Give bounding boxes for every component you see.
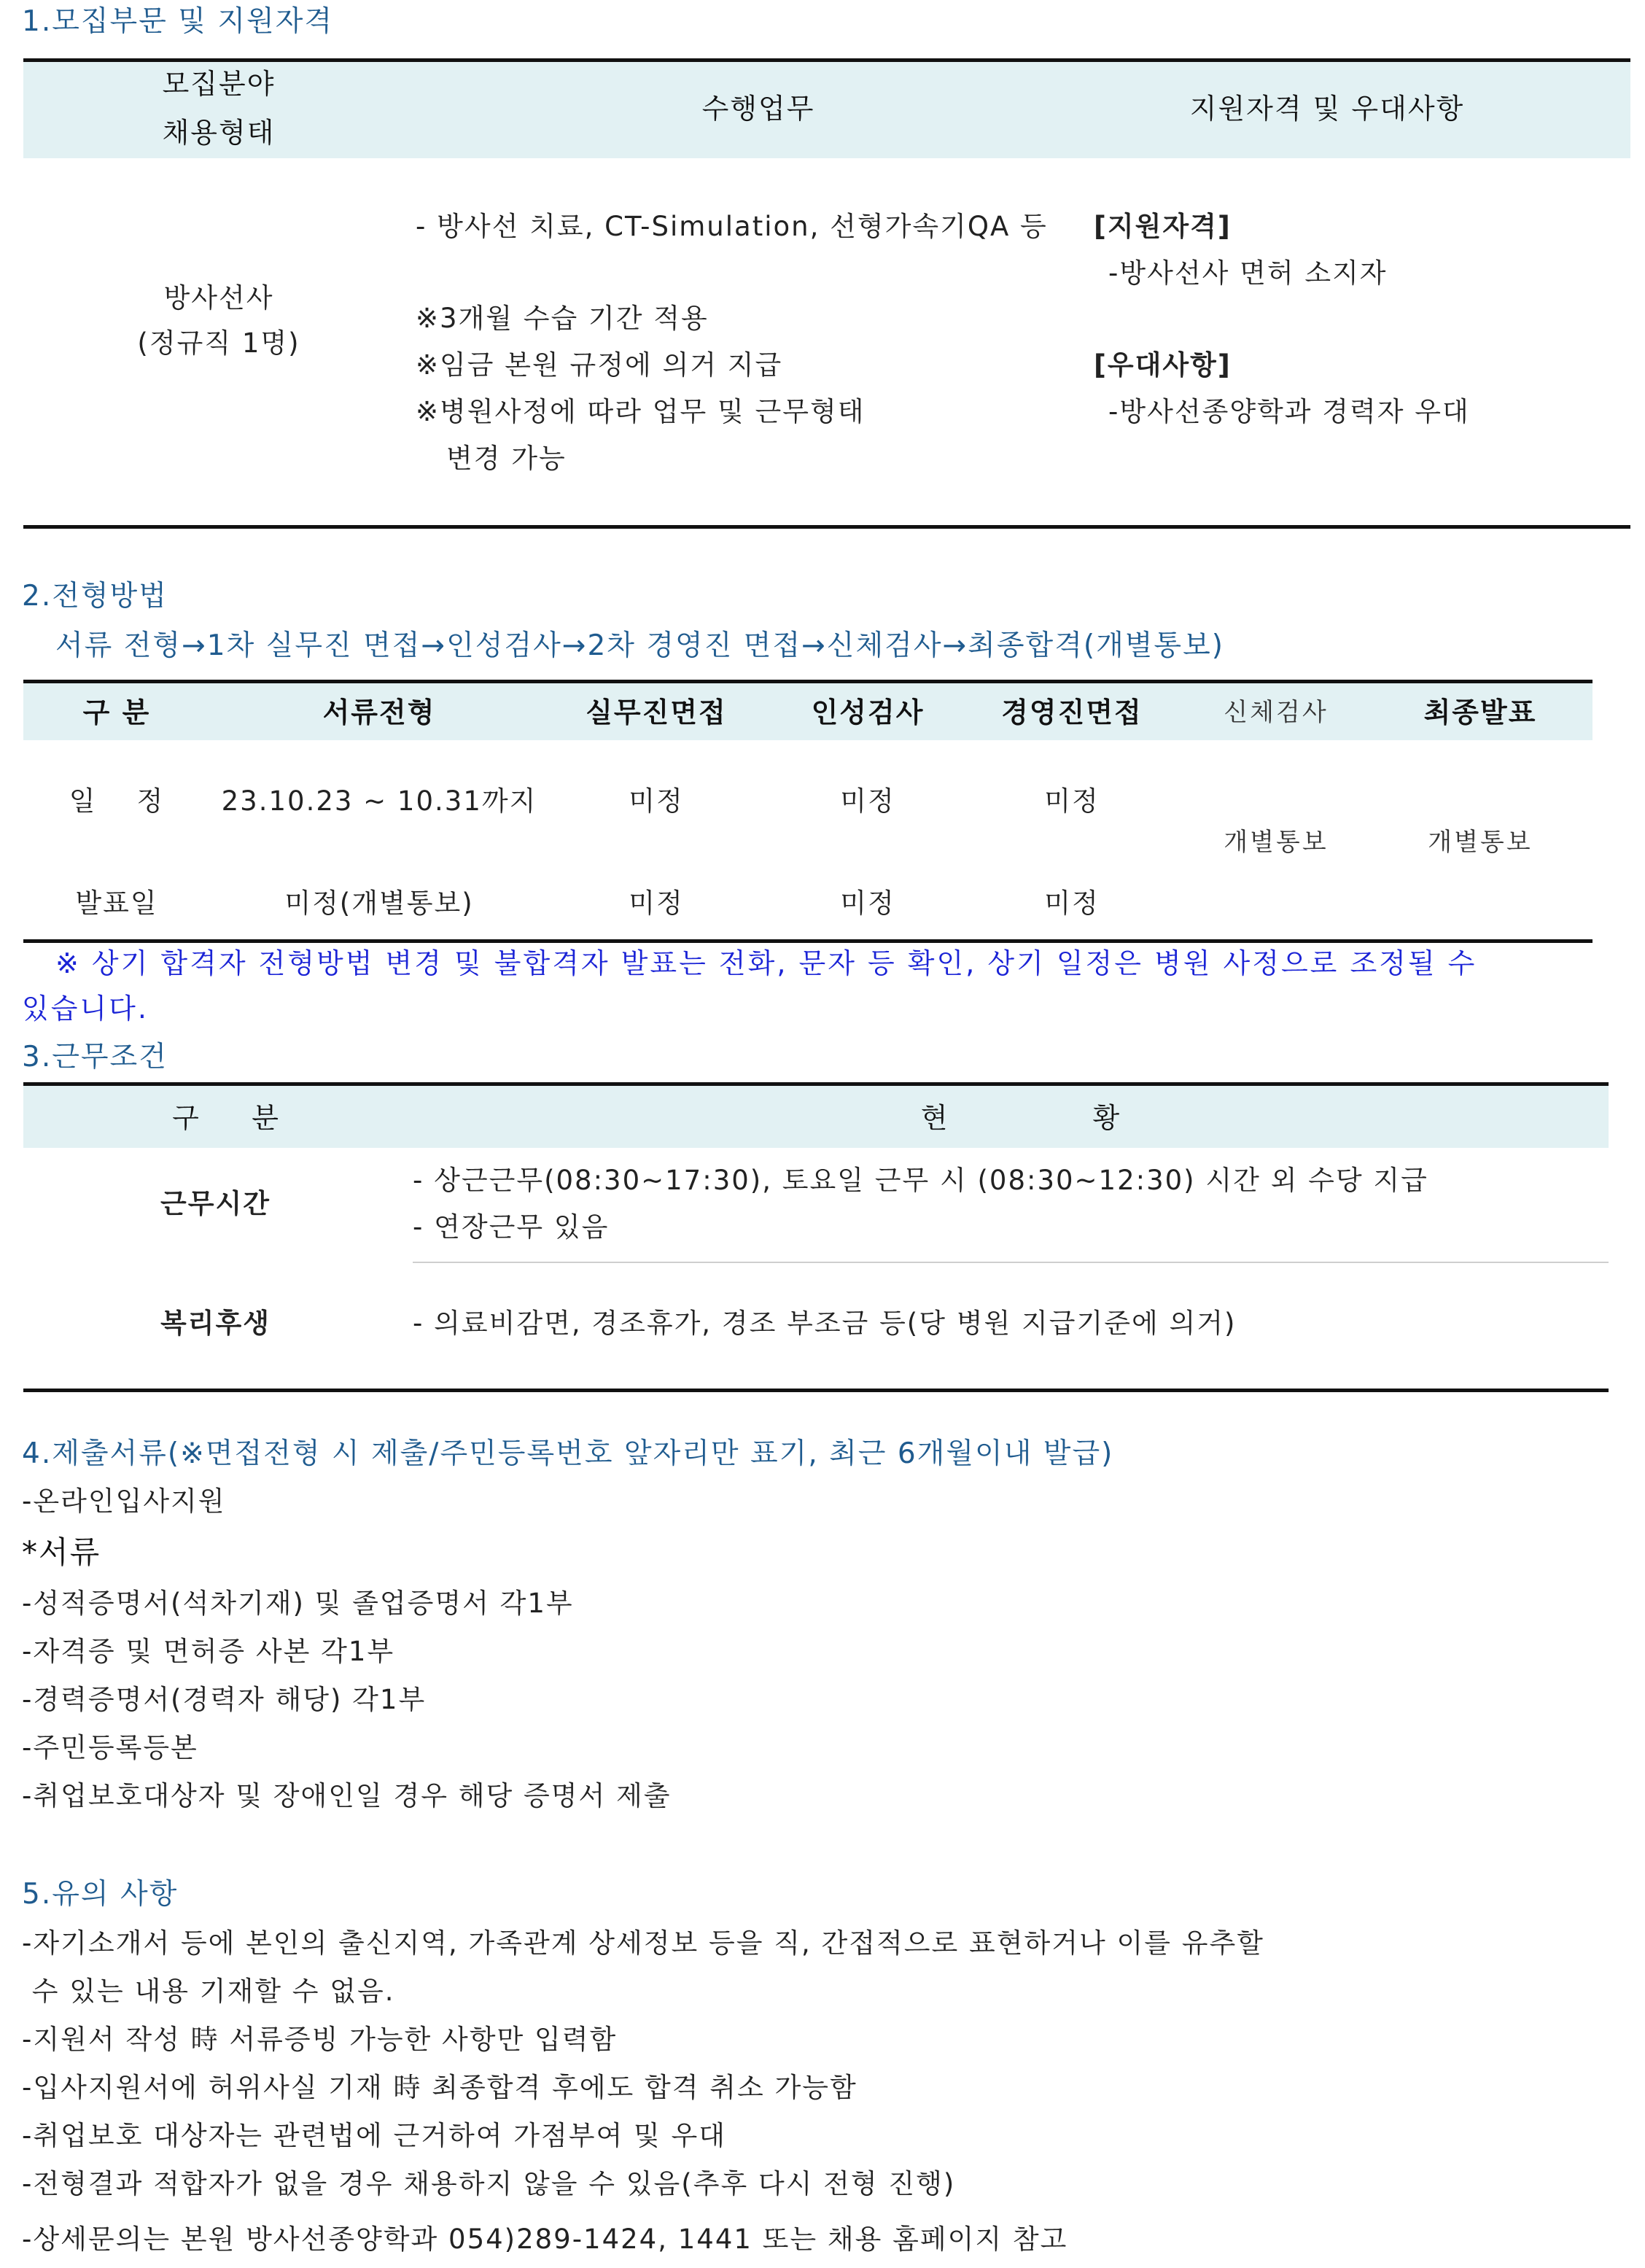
physical-individual-notice: 개별통보 bbox=[1224, 828, 1329, 857]
section5-title: 5.유의 사항 bbox=[22, 1878, 179, 1911]
note-probation: ※3개월 수습 기간 적용 bbox=[416, 303, 709, 334]
selection-note-line2: 있습니다. bbox=[22, 993, 149, 1025]
table1-header-field: 모집분야 bbox=[162, 68, 276, 100]
announce-label: 발표일 bbox=[75, 888, 158, 919]
table2-bottom-rule bbox=[23, 939, 1592, 943]
announce-staff-interview: 미정 bbox=[629, 888, 684, 919]
table2-header-personality: 인성검사 bbox=[811, 696, 925, 729]
preference-title: [우대사항] bbox=[1094, 349, 1232, 381]
announce-personality: 미정 bbox=[840, 888, 895, 919]
caution-item-cont: 수 있는 내용 기재할 수 없음. bbox=[22, 1976, 395, 2007]
document-item: -성적증명서(석차기재) 및 졸업증명서 각1부 bbox=[22, 1588, 574, 1619]
work-hours-line1: - 상근근무(08:30~17:30), 토요일 근무 시 (08:30~12:30) 시간 외 수당 지급 bbox=[413, 1165, 1428, 1196]
table2-header-physical: 신체검사 bbox=[1224, 698, 1329, 727]
job-duty: - 방사선 치료, CT-Simulation, 선형가속기QA 등 bbox=[416, 211, 1048, 242]
table2-header-final: 최종발표 bbox=[1423, 696, 1537, 729]
announce-exec-interview: 미정 bbox=[1044, 888, 1100, 919]
caution-item: -취업보호 대상자는 관련법에 근거하여 가점부여 및 우대 bbox=[22, 2120, 726, 2151]
note-change-cont: 변경 가능 bbox=[446, 443, 567, 474]
schedule-exec-interview: 미정 bbox=[1044, 785, 1100, 817]
table1-bottom-rule bbox=[23, 525, 1630, 529]
document-item: -취업보호대상자 및 장애인일 경우 해당 증명서 제출 bbox=[22, 1780, 672, 1811]
table2-header-staff-interview: 실무진면접 bbox=[586, 696, 727, 729]
welfare-label: 복리후생 bbox=[160, 1308, 271, 1339]
schedule-staff-interview: 미정 bbox=[629, 785, 684, 817]
table2-header-exec-interview: 경영진면접 bbox=[1001, 696, 1143, 729]
selection-route: 서류 전형→1차 실무진 면접→인성검사→2차 경영진 면접→신체검사→최종합격(개별통보) bbox=[55, 629, 1224, 662]
table2-header-category: 구 분 bbox=[82, 696, 151, 729]
announce-document: 미정(개별통보) bbox=[284, 888, 474, 919]
final-individual-notice: 개별통보 bbox=[1428, 828, 1533, 857]
table3-header-status: 현 황 bbox=[920, 1102, 1121, 1134]
section3-title: 3.근무조건 bbox=[22, 1041, 168, 1073]
table1-header-qualification: 지원자격 및 우대사항 bbox=[1189, 93, 1465, 125]
job-employment-type: (정규직 1명) bbox=[137, 327, 300, 359]
qualification-title: [지원자격] bbox=[1094, 211, 1232, 242]
section4-title: 4.제출서류(※면접전형 시 제출/주민등록번호 앞자리만 표기, 최근 6개월이내 발급) bbox=[22, 1437, 1114, 1470]
work-hours-label: 근무시간 bbox=[160, 1188, 271, 1219]
schedule-label: 일 정 bbox=[69, 785, 165, 817]
note-change: ※병원사정에 따라 업무 및 근무형태 bbox=[416, 396, 866, 427]
table3-header-category: 구 분 bbox=[172, 1102, 280, 1134]
caution-item: -전형결과 적합자가 없을 경우 채용하지 않을 수 있음(추후 다시 전형 진행) bbox=[22, 2168, 956, 2199]
section1-title: 1.모집부문 및 지원자격 bbox=[22, 5, 334, 38]
table2-header-document: 서류전형 bbox=[322, 696, 436, 729]
preference-item: -방사선종양학과 경력자 우대 bbox=[1108, 396, 1470, 427]
document-item: -자격증 및 면허증 사본 각1부 bbox=[22, 1636, 395, 1667]
table1-header-type: 채용형태 bbox=[162, 117, 276, 149]
document-item: -경력증명서(경력자 해당) 각1부 bbox=[22, 1684, 427, 1715]
schedule-document: 23.10.23 ~ 10.31까지 bbox=[221, 785, 537, 817]
table3-row-divider bbox=[413, 1262, 1609, 1263]
table3-bottom-rule bbox=[23, 1389, 1609, 1392]
welfare-line1: - 의료비감면, 경조휴가, 경조 부조금 등(당 병원 지급기준에 의거) bbox=[413, 1308, 1237, 1339]
section2-title: 2.전형방법 bbox=[22, 580, 168, 613]
qualification-item: -방사선사 면허 소지자 bbox=[1108, 257, 1388, 289]
online-application: -온라인입사지원 bbox=[22, 1486, 226, 1517]
job-position: 방사선사 bbox=[163, 282, 274, 314]
documents-title: *서류 bbox=[22, 1534, 101, 1570]
caution-item: -입사지원서에 허위사실 기재 時 최종합격 후에도 합격 취소 가능함 bbox=[22, 2072, 858, 2103]
table1-header-duty: 수행업무 bbox=[701, 93, 815, 125]
caution-item: -지원서 작성 時 서류증빙 가능한 사항만 입력함 bbox=[22, 2024, 618, 2055]
work-hours-line2: - 연장근무 있음 bbox=[413, 1211, 610, 1243]
caution-item-contact: -상세문의는 본원 방사선종양학과 054)289-1424, 1441 또는 채용 홈페이지 참고 bbox=[22, 2224, 1068, 2255]
selection-note-line1: ※ 상기 합격자 전형방법 변경 및 불합격자 발표는 전화, 문자 등 확인, 상기 일정은 병원 사정으로 조정될 수 bbox=[55, 947, 1477, 979]
document-item: -주민등록등본 bbox=[22, 1732, 198, 1763]
schedule-personality: 미정 bbox=[840, 785, 895, 817]
caution-item: -자기소개서 등에 본인의 출신지역, 가족관계 상세정보 등을 직, 간접적으로 표현하거나 이를 유추할 bbox=[22, 1927, 1264, 1959]
note-wage: ※임금 본원 규정에 의거 지급 bbox=[416, 349, 783, 381]
